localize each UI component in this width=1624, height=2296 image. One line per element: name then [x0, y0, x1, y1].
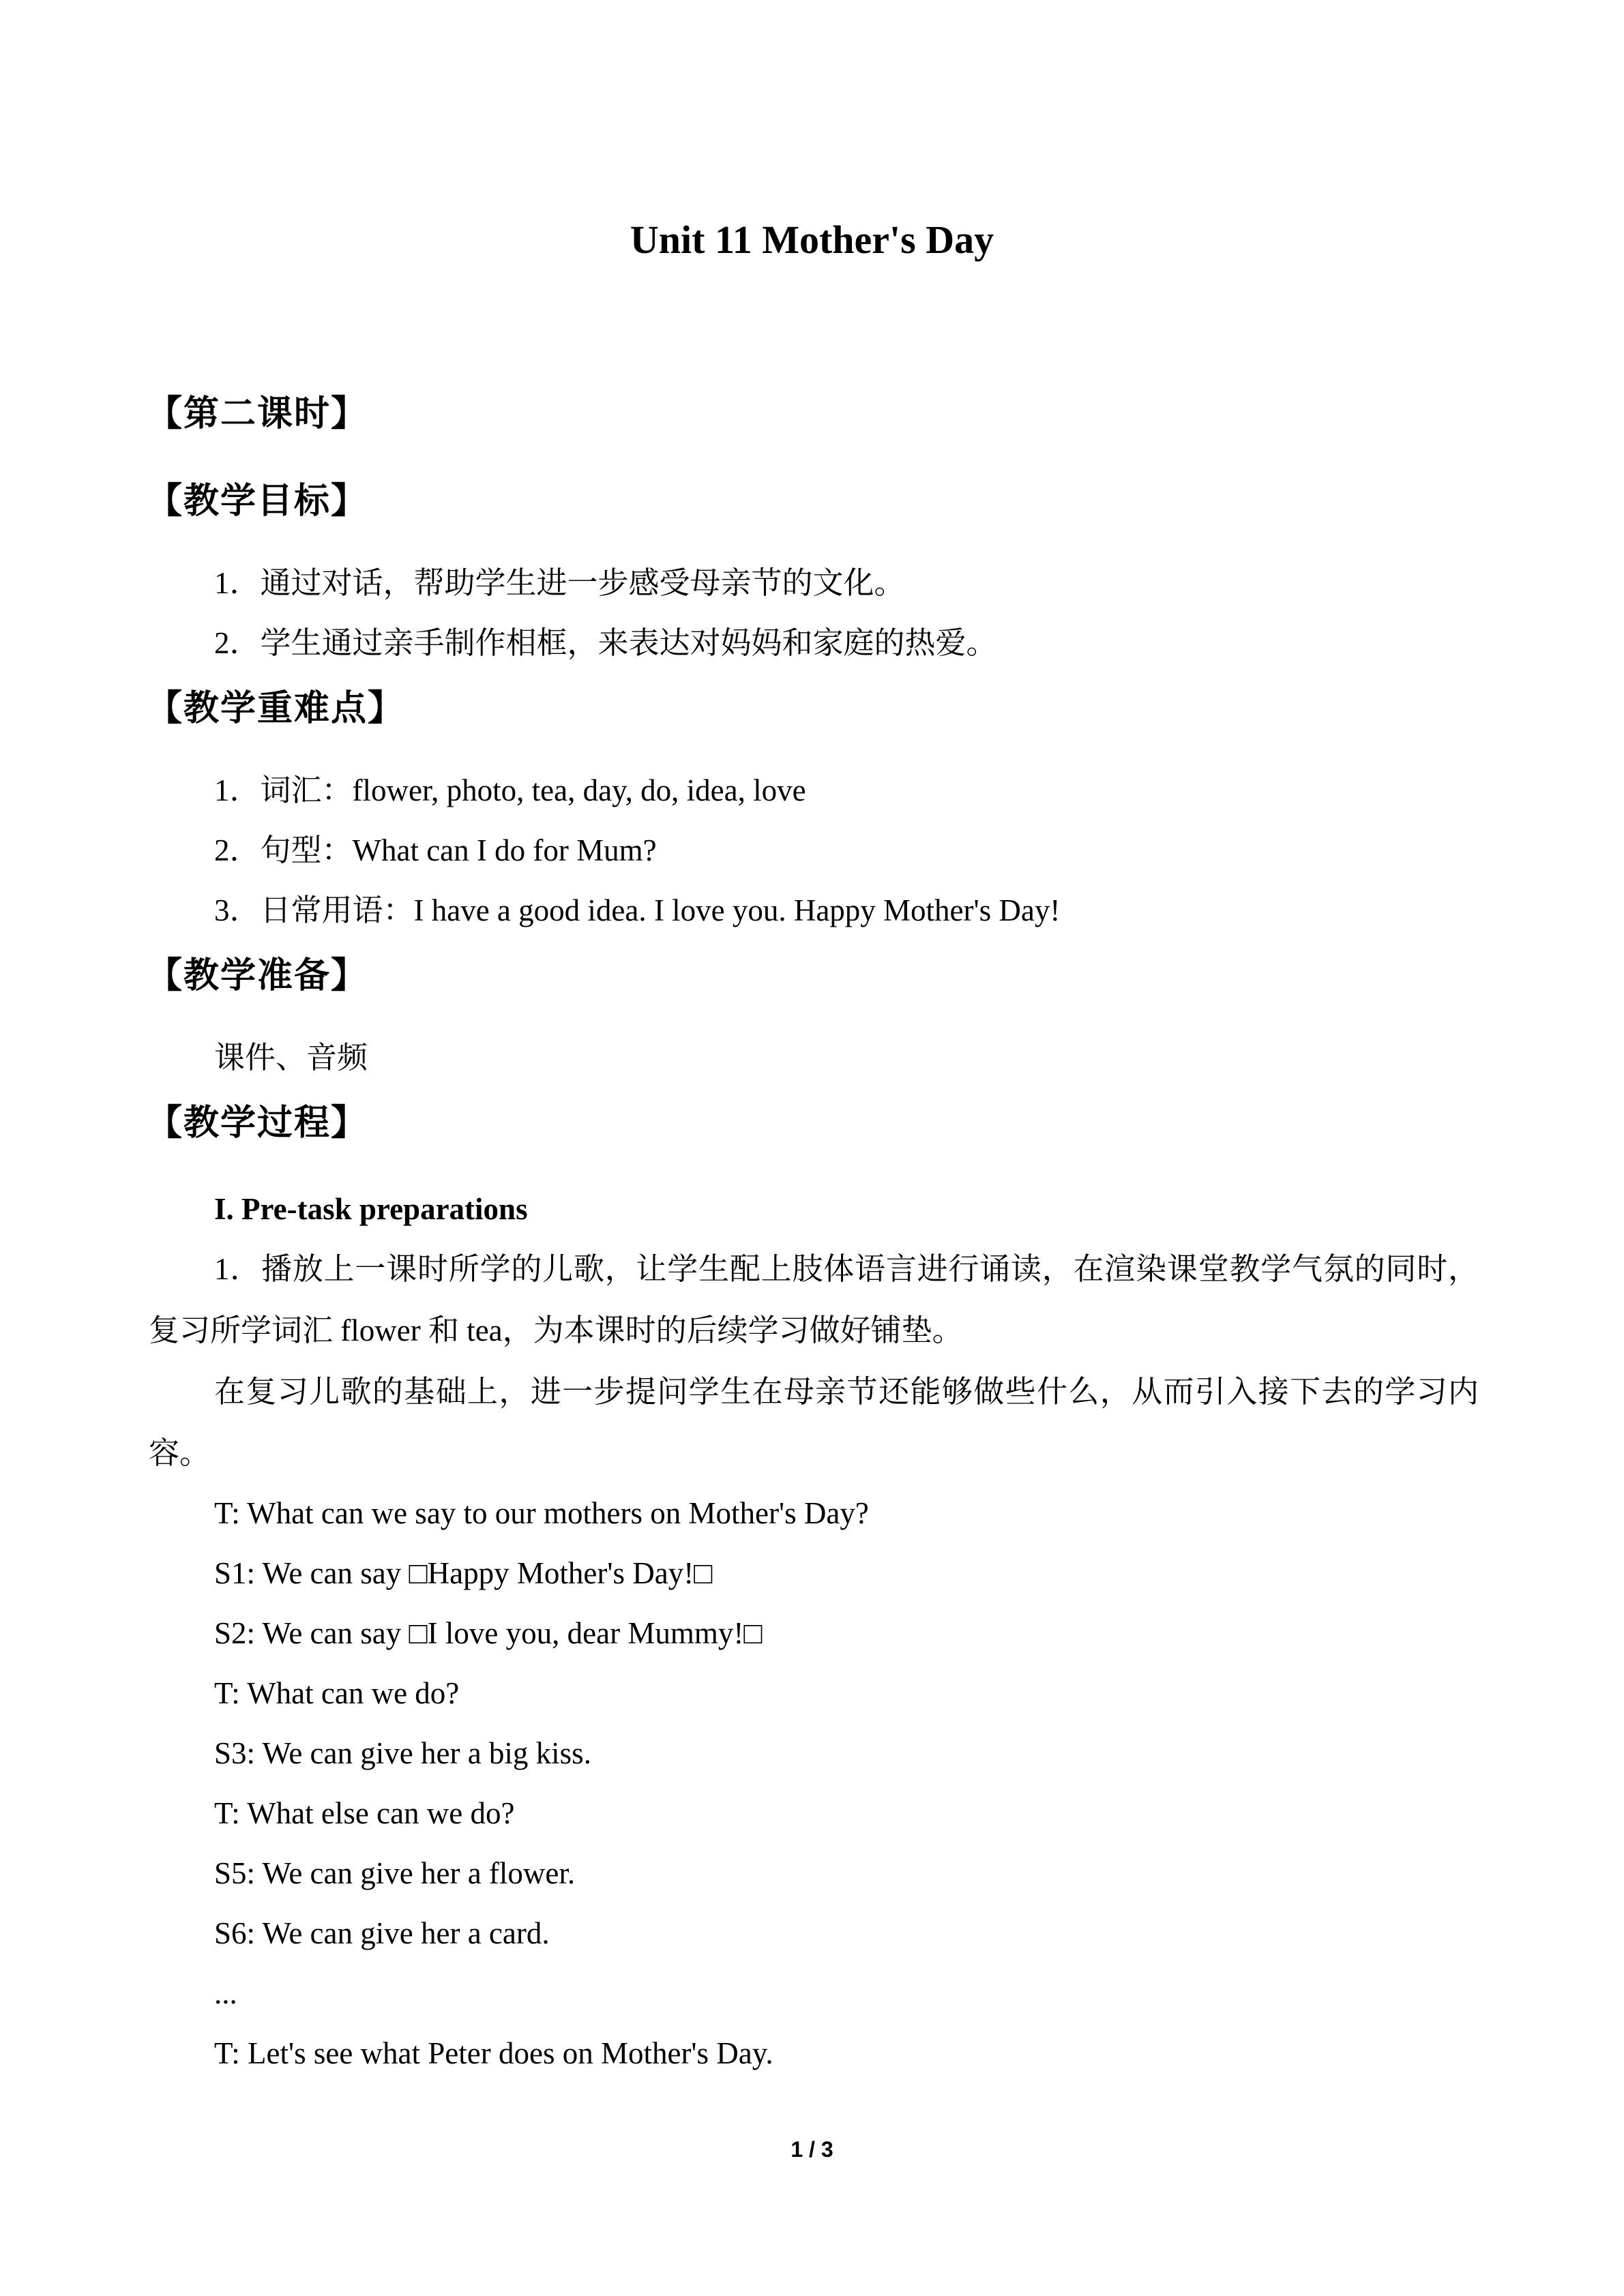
key-point-item: 2．句型：What can I do for Mum? [214, 833, 657, 867]
dialogue-line: T: What can we do? [214, 1676, 460, 1710]
dialogue-line: S2: We can say □I love you, dear Mummy!□ [214, 1616, 763, 1650]
key-point-item: 1．词汇：flower, photo, tea, day, do, idea, love [214, 773, 806, 807]
process-subheading: I. Pre-task preparations [214, 1192, 528, 1226]
dialogue-line: T: Let's see what Peter does on Mother's Day. [214, 2036, 773, 2070]
dialogue-line: S3: We can give her a big kiss. [214, 1736, 591, 1770]
key-points-heading: 【教学重难点】 [147, 688, 405, 729]
preparation-heading: 【教学准备】 [147, 955, 368, 996]
key-point-item: 3．日常用语：I have a good idea. I love you. Happy Mother's Day! [214, 893, 1061, 927]
dialogue-line: T: What can we say to our mothers on Mother's Day? [214, 1496, 869, 1530]
process-heading: 【教学过程】 [147, 1103, 368, 1144]
dialogue-line: S5: We can give her a flower. [214, 1856, 576, 1890]
dialogue-line: ... [214, 1976, 237, 2010]
dialogue-line: S6: We can give her a card. [214, 1916, 550, 1950]
page-number: 1 / 3 [791, 2137, 833, 2162]
dialogue-line: T: What else can we do? [214, 1796, 515, 1830]
objective-item: 1．通过对话，帮助学生进一步感受母亲节的文化。 [214, 566, 905, 600]
objectives-heading: 【教学目标】 [147, 481, 368, 522]
document-title: Unit 11 Mother's Day [630, 218, 994, 262]
preparation-text: 课件、音频 [214, 1041, 368, 1075]
process-paragraph: 在复习儿歌的基础上，进一步提问学生在母亲节还能够做些什么，从而引入接下去的学习内容。 [149, 1375, 1479, 1470]
dialogue-line: S1: We can say □Happy Mother's Day!□ [214, 1556, 713, 1590]
process-paragraph: 1．播放上一课时所学的儿歌，让学生配上肢体语言进行诵读，在渲染课堂教学气氛的同时，复习所学词汇 flower 和 tea，为本课时的后续学习做好铺垫。 [149, 1252, 1479, 1347]
lesson-heading: 【第二课时】 [147, 393, 368, 434]
objective-item: 2．学生通过亲手制作相框，来表达对妈妈和家庭的热爱。 [214, 626, 997, 660]
